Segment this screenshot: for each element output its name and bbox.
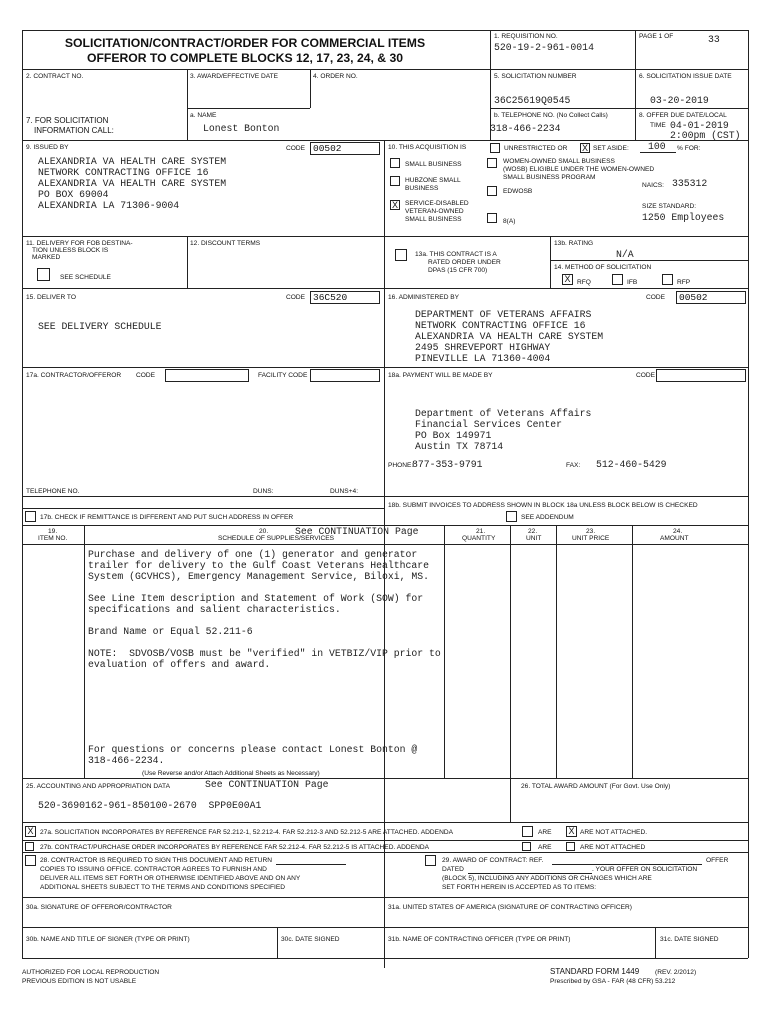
due-date[interactable]: 04-01-2019 (670, 120, 729, 131)
footer-previous-edition: PREVIOUS EDITION IS NOT USABLE (22, 978, 137, 985)
schedule-line: evaluation of offers and award. (88, 659, 271, 670)
rfp-checkbox[interactable] (662, 274, 673, 285)
contractor-code-field[interactable] (165, 369, 249, 382)
addendum-checkbox[interactable] (506, 511, 517, 522)
requisition-label: 1. REQUISITION NO. (494, 33, 558, 40)
col-supplies-label: SCHEDULE OF SUPPLIES/SERVICES (218, 535, 335, 542)
payment-phone-label: PHONE: (388, 462, 414, 469)
order-no-label: 4. ORDER NO. (313, 73, 358, 80)
contractor-telephone-label: TELEPHONE NO. (26, 488, 80, 495)
requisition-value[interactable]: 520-19-2-961-0014 (494, 42, 594, 53)
schedule-line: specifications and salient characteristics. (88, 604, 341, 615)
28-line-4: ADDITIONAL SHEETS SUBJECT TO THE TERMS AND CONDITIONS SPECIFIED (40, 884, 285, 891)
contract-no-label: 2. CONTRACT NO. (26, 73, 84, 80)
facility-code-field[interactable] (310, 369, 380, 382)
issue-date-label: 6. SOLICITATION ISSUE DATE (639, 73, 732, 80)
edwosb-checkbox[interactable] (487, 186, 497, 196)
27a-checkbox[interactable]: X (25, 826, 36, 837)
award-date-label: 3. AWARD/EFFECTIVE DATE (190, 73, 279, 80)
wosb-label-2: (WOSB) ELIGIBLE UNDER THE WOMEN-OWNED (503, 166, 655, 173)
issued-by-line-4: PO BOX 69004 (38, 189, 109, 200)
eight-a-checkbox[interactable] (487, 213, 497, 223)
solicitation-no-value[interactable]: 36C25619Q0545 (494, 95, 571, 106)
form-title-line2: OFFEROR TO COMPLETE BLOCKS 12, 17, 23, 24, & 30 (86, 51, 404, 65)
accounting-label: 25. ACCOUNTING AND APPROPRIATION DATA (26, 783, 170, 790)
facility-code-label: FACILITY CODE (258, 372, 308, 379)
sdvosb-label: SERVICE-DISABLED (405, 200, 469, 207)
discount-terms-label: 12. DISCOUNT TERMS (190, 240, 261, 247)
reverse-note: (Use Reverse and/or Attach Additional Sheets as Necessary) (142, 770, 320, 777)
unrestricted-label: UNRESTRICTED OR (504, 145, 568, 152)
footer-prescribed: Prescribed by GSA - FAR (48 CFR) 53.212 (550, 978, 676, 985)
col-unit-label: UNIT (526, 535, 542, 542)
duns-label: DUNS: (253, 488, 274, 495)
submit-invoices-label: 18b. SUBMIT INVOICES TO ADDRESS SHOWN IN BLOCK 18a UNLESS BLOCK BELOW IS CHECKED (388, 502, 698, 509)
accounting-continuation-note: See CONTINUATION Page (205, 779, 329, 790)
31a-label: 31a. UNITED STATES OF AMERICA (SIGNATURE OF CONTRACTING OFFICER) (388, 904, 632, 911)
size-standard-label: SIZE STANDARD: (642, 203, 697, 210)
due-label: 8. OFFER DUE DATE/LOCAL (639, 112, 727, 119)
issue-date-value[interactable]: 03-20-2019 (650, 95, 709, 106)
contractor-code-label: CODE (136, 372, 156, 379)
rfq-checkbox[interactable]: X (562, 274, 573, 285)
method-label: 14. METHOD OF SOLICITATION (554, 264, 652, 271)
27a-are-not-label: ARE NOT ATTACHED. (580, 829, 648, 836)
wosb-label: WOMEN-OWNED SMALL BUSINESS (503, 158, 615, 165)
ifb-checkbox[interactable] (612, 274, 623, 285)
schedule-contact-line-2: 318-466-2234. (88, 755, 165, 766)
schedule-line: trailer for delivery to the Gulf Coast Veterans Healthcare (88, 560, 429, 571)
30c-label: 30c. DATE SIGNED (281, 936, 340, 943)
schedule-line: Purchase and delivery of one (1) generator and generator (88, 549, 418, 560)
29-offer-label: OFFER (706, 857, 729, 864)
rated-order-checkbox[interactable] (395, 249, 407, 261)
27b-are-label: ARE (538, 844, 552, 851)
administered-by-label: 16. ADMINISTERED BY (388, 294, 460, 301)
28-line-1: 28. CONTRACTOR IS REQUIRED TO SIGN THIS DOCUMENT AND RETURN (40, 857, 273, 864)
29-checkbox[interactable] (425, 855, 436, 866)
set-aside-checkbox[interactable]: X (581, 143, 588, 153)
small-business-label: SMALL BUSINESS (405, 161, 462, 168)
29-dated-label: DATED (442, 866, 464, 873)
col-unit-price-label: UNIT PRICE (572, 535, 610, 542)
form-title-line1: SOLICITATION/CONTRACT/ORDER FOR COMMERCIAL ITEMS (64, 36, 426, 50)
rated-order-label-2: RATED ORDER UNDER (428, 259, 501, 266)
percent-for-label: % FOR: (677, 145, 701, 152)
payment-label: 18a. PAYMENT WILL BE MADE BY (388, 372, 493, 379)
naics-label: NAICS: (642, 182, 664, 189)
27a-are-checkbox[interactable] (522, 826, 533, 837)
duns-plus-four-label: DUNS+4: (330, 488, 359, 495)
29-line-1: 29. AWARD OF CONTRACT: REF. (442, 857, 544, 864)
col-quantity-label: QUANTITY (462, 535, 496, 542)
schedule-line: Brand Name or Equal 52.211-6 (88, 626, 253, 637)
administered-by-line-3: ALEXANDRIA VA HEALTH CARE SYSTEM (415, 331, 604, 342)
size-standard-value[interactable]: 1250 Employees (642, 212, 725, 223)
administered-by-line-1: DEPARTMENT OF VETERANS AFFAIRS (415, 309, 592, 320)
31c-label: 31c. DATE SIGNED (660, 936, 719, 943)
rated-order-label: 13a. THIS CONTRACT IS A (415, 251, 497, 258)
delivery-fob-label: 11. DELIVERY FOR FOB DESTINA- (26, 240, 133, 247)
issued-by-code[interactable]: 00502 (310, 142, 380, 155)
30a-label: 30a. SIGNATURE OF OFFEROR/CONTRACTOR (26, 904, 172, 911)
contractor-label: 17a. CONTRACTOR/OFFEROR (26, 372, 122, 379)
27a-are-label: ARE (538, 829, 552, 836)
contact-name[interactable]: Lonest Bonton (203, 123, 280, 134)
sdvosb-label-2: VETERAN-OWNED (405, 208, 464, 215)
page-label: PAGE 1 OF (639, 33, 674, 40)
deliver-to-code-label: CODE (286, 294, 306, 301)
col-quantity-num: 21. (476, 528, 486, 535)
schedule-line: See Line Item description and Statement of Work (SOW) for (88, 593, 424, 604)
27b-text: 27b. CONTRACT/PURCHASE ORDER INCORPORATES BY REFERENCE FAR 52.212-4. FAR 52.212-5 IS ATTACHED. ADDENDA (40, 844, 430, 851)
29-line-2: . YOUR OFFER ON SOLICITATION (592, 866, 698, 873)
29-line-3: (BLOCK 5), INCLUDING ANY ADDITIONS OR CHANGES WHICH ARE (442, 875, 652, 882)
col-amount-label: AMOUNT (660, 535, 689, 542)
rfq-label: RFQ (577, 279, 591, 286)
31b-label: 31b. NAME OF CONTRACTING OFFICER (TYPE OR PRINT) (388, 936, 571, 943)
for-info-label: 7. FOR SOLICITATION (26, 116, 109, 125)
rating-label: 13b. RATING (554, 240, 594, 247)
deliver-to-value: SEE DELIVERY SCHEDULE (38, 321, 162, 332)
contracting-officer-signature-field[interactable] (390, 912, 742, 926)
sdvosb-checkbox[interactable]: X (391, 200, 398, 210)
offeror-signature-field[interactable] (30, 912, 380, 926)
col-unit-price-num: 23. (586, 528, 596, 535)
payment-fax: 512-460-5429 (596, 459, 667, 470)
issued-by-line-5: ALEXANDRIA LA 71306-9004 (38, 200, 180, 211)
edwosb-label: EDWOSB (503, 188, 533, 195)
see-schedule-checkbox[interactable] (37, 268, 50, 281)
issued-by-line-1: ALEXANDRIA VA HEALTH CARE SYSTEM (38, 156, 227, 167)
accounting-value[interactable]: 520-3690162-961-850100-2670 SPP0E00A1 (38, 800, 262, 811)
contact-phone[interactable]: 318-466-2234 (490, 123, 561, 134)
remittance-label: 17b. CHECK IF REMITTANCE IS DIFFERENT AND PUT SUCH ADDRESS IN OFFER (40, 514, 294, 521)
payment-line-4: Austin TX 78714 (415, 441, 504, 452)
col-unit-num: 22. (528, 528, 538, 535)
administered-by-line-2: NETWORK CONTRACTING OFFICE 16 (415, 320, 586, 331)
see-schedule-label: SEE SCHEDULE (60, 274, 111, 281)
issued-by-label: 9. ISSUED BY (26, 144, 69, 151)
small-business-checkbox[interactable] (390, 158, 400, 168)
col-supplies-num: 20. (259, 528, 269, 535)
deliver-to-code[interactable]: 36C520 (310, 291, 380, 304)
col-item-num: 19. (48, 528, 58, 535)
payment-code-label: CODE (636, 372, 656, 379)
sdvosb-label-3: SMALL BUSINESS (405, 216, 462, 223)
payment-line-1: Department of Veterans Affairs (415, 408, 592, 419)
payment-phone: 877-353-9791 (412, 459, 483, 470)
28-line-3: DELIVER ALL ITEMS SET FORTH OR OTHERWISE IDENTIFIED ABOVE AND ON ANY (40, 875, 301, 882)
28-line-2: COPIES TO ISSUING OFFICE. CONTRACTOR AGREES TO FURNISH AND (40, 866, 267, 873)
remittance-checkbox[interactable] (25, 511, 36, 522)
30b-label: 30b. NAME AND TITLE OF SIGNER (TYPE OR PRINT) (26, 936, 190, 943)
footer-revision: (REV. 2/2012) (655, 969, 697, 976)
rating-value[interactable]: N/A (616, 249, 634, 260)
ifb-label: IFB (627, 279, 638, 286)
27b-checkbox[interactable] (25, 842, 34, 851)
issued-by-code-label: CODE (286, 145, 306, 152)
see-addendum-label: SEE ADDENDUM (521, 514, 574, 521)
set-aside-percent[interactable]: 100 (648, 141, 666, 152)
administered-by-line-5: PINEVILLE LA 71360-4004 (415, 353, 551, 364)
footer-authorized: AUTHORIZED FOR LOCAL REPRODUCTION (22, 969, 160, 976)
27b-are-checkbox[interactable] (522, 842, 531, 851)
delivery-fob-label-2: TION UNLESS BLOCK IS (32, 247, 109, 254)
wosb-checkbox[interactable] (487, 158, 497, 168)
due-time[interactable]: 2:00pm (CST) (670, 130, 741, 141)
acquisition-label: 10. THIS ACQUISITION IS (388, 144, 467, 151)
hubzone-checkbox[interactable] (390, 176, 400, 186)
schedule-contact-line: For questions or concerns please contact Lonest Bonton @ (88, 744, 418, 755)
payment-line-3: PO Box 149971 (415, 430, 492, 441)
col-amount-num: 24. (673, 528, 683, 535)
hubzone-label-2: BUSINESS (405, 185, 439, 192)
schedule-continuation-note: See CONTINUATION Page (295, 526, 419, 537)
schedule-line: System (GCVHCS), Emergency Management Service, Biloxi, MS. (88, 571, 429, 582)
payment-line-2: Financial Services Center (415, 419, 562, 430)
27b-are-not-checkbox[interactable] (566, 842, 575, 851)
footer-form-name: STANDARD FORM 1449 (550, 967, 640, 976)
payment-code-field[interactable] (656, 369, 746, 382)
payment-fax-label: FAX: (566, 462, 581, 469)
phone-label: b. TELEPHONE NO. (No Collect Calls) (494, 112, 608, 119)
rfp-label: RFP (677, 279, 691, 286)
28-checkbox[interactable] (25, 855, 36, 866)
page-total: 33 (708, 34, 720, 45)
administered-by-code[interactable]: 00502 (676, 291, 746, 304)
administered-by-line-4: 2495 SHREVEPORT HIGHWAY (415, 342, 551, 353)
27b-are-not-label: ARE NOT ATTACHED (580, 844, 646, 851)
due-time-label: TIME (650, 122, 666, 129)
deliver-to-label: 15. DELIVER TO (26, 294, 76, 301)
col-item-label: ITEM NO. (38, 535, 68, 542)
total-award-label: 26. TOTAL AWARD AMOUNT (For Govt. Use Only) (521, 783, 671, 790)
administered-by-code-label: CODE (646, 294, 666, 301)
name-label: a. NAME (190, 112, 217, 119)
schedule-line: NOTE: SDVOSB/VOSB must be "verified" in VETBIZ/VIP prior to (88, 648, 441, 659)
issued-by-line-3: ALEXANDRIA VA HEALTH CARE SYSTEM (38, 178, 227, 189)
set-aside-label: SET ASIDE: (593, 145, 629, 152)
unrestricted-checkbox[interactable] (490, 143, 500, 153)
issued-by-line-2: NETWORK CONTRACTING OFFICE 16 (38, 167, 209, 178)
solicitation-no-label: 5. SOLICITATION NUMBER (494, 73, 577, 80)
rated-order-label-3: DPAS (15 CFR 700) (428, 267, 488, 274)
27a-text: 27a. SOLICITATION INCORPORATES BY REFERENCE FAR 52.212-1, 52.212-4. FAR 52.212-3 AND 52.212-5 ARE ATTACHED. ADDENDA (40, 829, 453, 836)
eight-a-label: 8(A) (503, 218, 516, 225)
naics-value[interactable]: 335312 (672, 178, 708, 189)
delivery-fob-label-3: MARKED (32, 254, 61, 261)
wosb-label-3: SMALL BUSINESS PROGRAM (503, 174, 596, 181)
hubzone-label: HUBZONE SMALL (405, 177, 461, 184)
27a-are-not-checkbox[interactable]: X (566, 826, 577, 837)
for-info-label-2: INFORMATION CALL: (34, 126, 114, 135)
29-line-4: SET FORTH HEREIN IS ACCEPTED AS TO ITEMS: (442, 884, 597, 891)
